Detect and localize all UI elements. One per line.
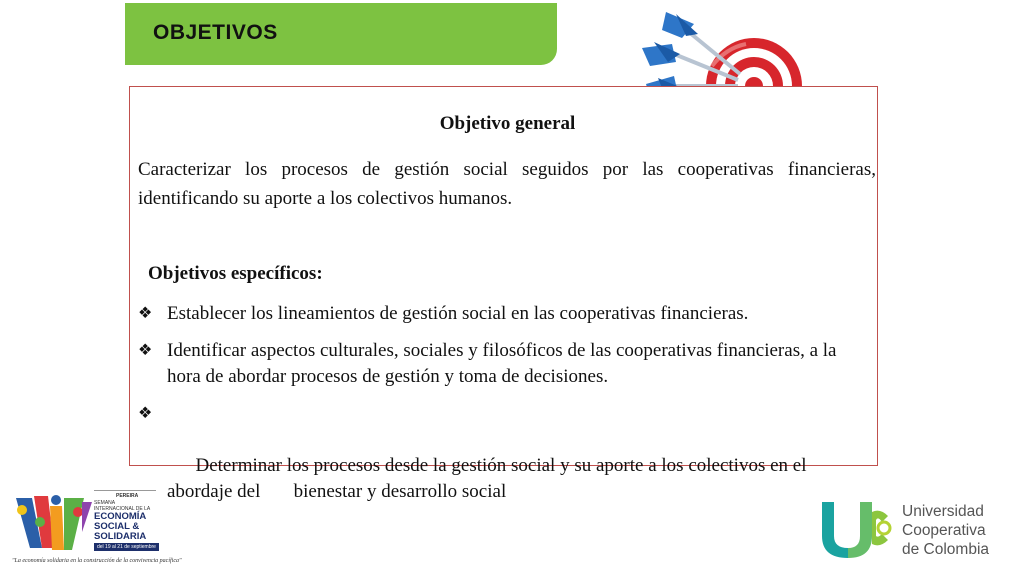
people-figures-icon bbox=[12, 492, 94, 558]
title-banner bbox=[125, 3, 557, 65]
general-objective-text: Caracterizar los procesos de gestión social seguidos por las cooperativas financieras, identificando su aporte a los colectivos humanos. bbox=[138, 159, 876, 209]
logo-dates: del 19 al 21 de septiembre bbox=[94, 543, 159, 551]
diamond-bullet-icon: ❖ bbox=[138, 405, 153, 422]
university-name: Universidad Cooperativa de Colombia bbox=[902, 503, 990, 558]
logo-city: PEREIRA bbox=[116, 493, 139, 499]
list-item bbox=[138, 338, 868, 390]
objectives-box bbox=[129, 86, 878, 502]
specific-objectives-heading: Objetivos específicos: bbox=[148, 263, 323, 284]
specific-objectives-list bbox=[138, 301, 868, 542]
list-item bbox=[138, 301, 868, 327]
list-item-text: Establecer los lineamientos de gestión social en las cooperativas financieras. bbox=[167, 303, 749, 324]
logo-motto: "La economía solidaria en la construcción de la convivencia pacífica" bbox=[12, 558, 182, 564]
economia-solidaria-logo bbox=[12, 490, 182, 568]
university-logo bbox=[818, 496, 1018, 562]
diamond-bullet-icon: ❖ bbox=[138, 342, 153, 359]
diamond-bullet-icon: ❖ bbox=[138, 305, 153, 322]
ucc-logo-icon bbox=[818, 496, 894, 562]
list-item-text: Determinar los procesos desde la gestión social y su aporte a los colectivos en el abordaje del bienestar y desarrollo social bbox=[167, 455, 812, 502]
list-item-text: Identificar aspectos culturales, sociales y filosóficos de las cooperativas financieras, a la hora de abordar procesos de gestión y toma de decisiones. bbox=[167, 340, 837, 387]
logo-title: ECONOMÍA SOCIAL & SOLIDARIA bbox=[94, 511, 147, 542]
general-objective-heading: Objetivo general bbox=[439, 113, 576, 134]
logo-subtitle: SEMANA INTERNACIONAL DE LA bbox=[94, 500, 151, 512]
page-title: OBJETIVOS bbox=[153, 21, 278, 44]
list-item bbox=[138, 401, 868, 531]
